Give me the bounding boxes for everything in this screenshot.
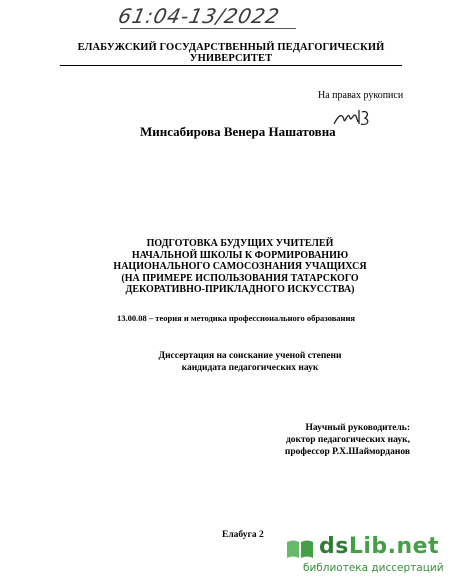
university-name: ЕЛАБУЖСКИЙ ГОСУДАРСТВЕННЫЙ ПЕДАГОГИЧЕСКИЙ УНИВЕРСИТЕТ (60, 42, 402, 66)
book-icon (285, 538, 315, 560)
title-line: НАЧАЛЬНОЙ ШКОЛЫ К ФОРМИРОВАНИЮ (131, 249, 349, 261)
brand-light: Lib.net (348, 534, 440, 559)
title-line: НАЦИОНАЛЬНОГО САМОСОЗНАНИЯ УЧАЩИХСЯ (113, 261, 367, 272)
archive-underline (120, 28, 296, 29)
supervisor-line: Научный руководитель: (305, 423, 410, 433)
author-name: Минсабирова Венера Нашатовна (140, 124, 336, 139)
degree-line: Диссертация на соискание ученой степени (158, 351, 342, 361)
title-line: ПОДГОТОВКА БУДУЩИХ УЧИТЕЛЕЙ (146, 238, 334, 249)
brand-dark: ds (319, 534, 349, 559)
watermark-subtitle: библиотека диссертаций (303, 562, 444, 574)
title-line: ДЕКОРАТИВНО-ПРИКЛАДНОГО ИСКУССТВА) (125, 284, 355, 295)
title-line: (НА ПРИМЕРЕ ИСПОЛЬЗОВАНИЯ ТАТАРСКОГО (121, 272, 359, 284)
signature-icon (332, 106, 374, 128)
rights-notice: На правах рукописи (318, 90, 404, 101)
supervisor-block (222, 422, 410, 458)
degree-statement (100, 350, 400, 374)
city-year: Елабуга 2 (222, 530, 264, 540)
dissertation-title (70, 238, 410, 296)
specialty-code: 13.00.08 – теория и методика профессионального образования (117, 313, 355, 323)
supervisor-line: профессор Р.Х.Шайморданов (284, 447, 410, 457)
dslib-watermark[interactable] (285, 534, 445, 578)
degree-line: кандидата педагогических наук (181, 363, 319, 373)
archive-number: 61:04-13/2022 (116, 4, 283, 28)
supervisor-line: доктор педагогических наук, (285, 435, 410, 445)
watermark-brand (319, 534, 439, 559)
